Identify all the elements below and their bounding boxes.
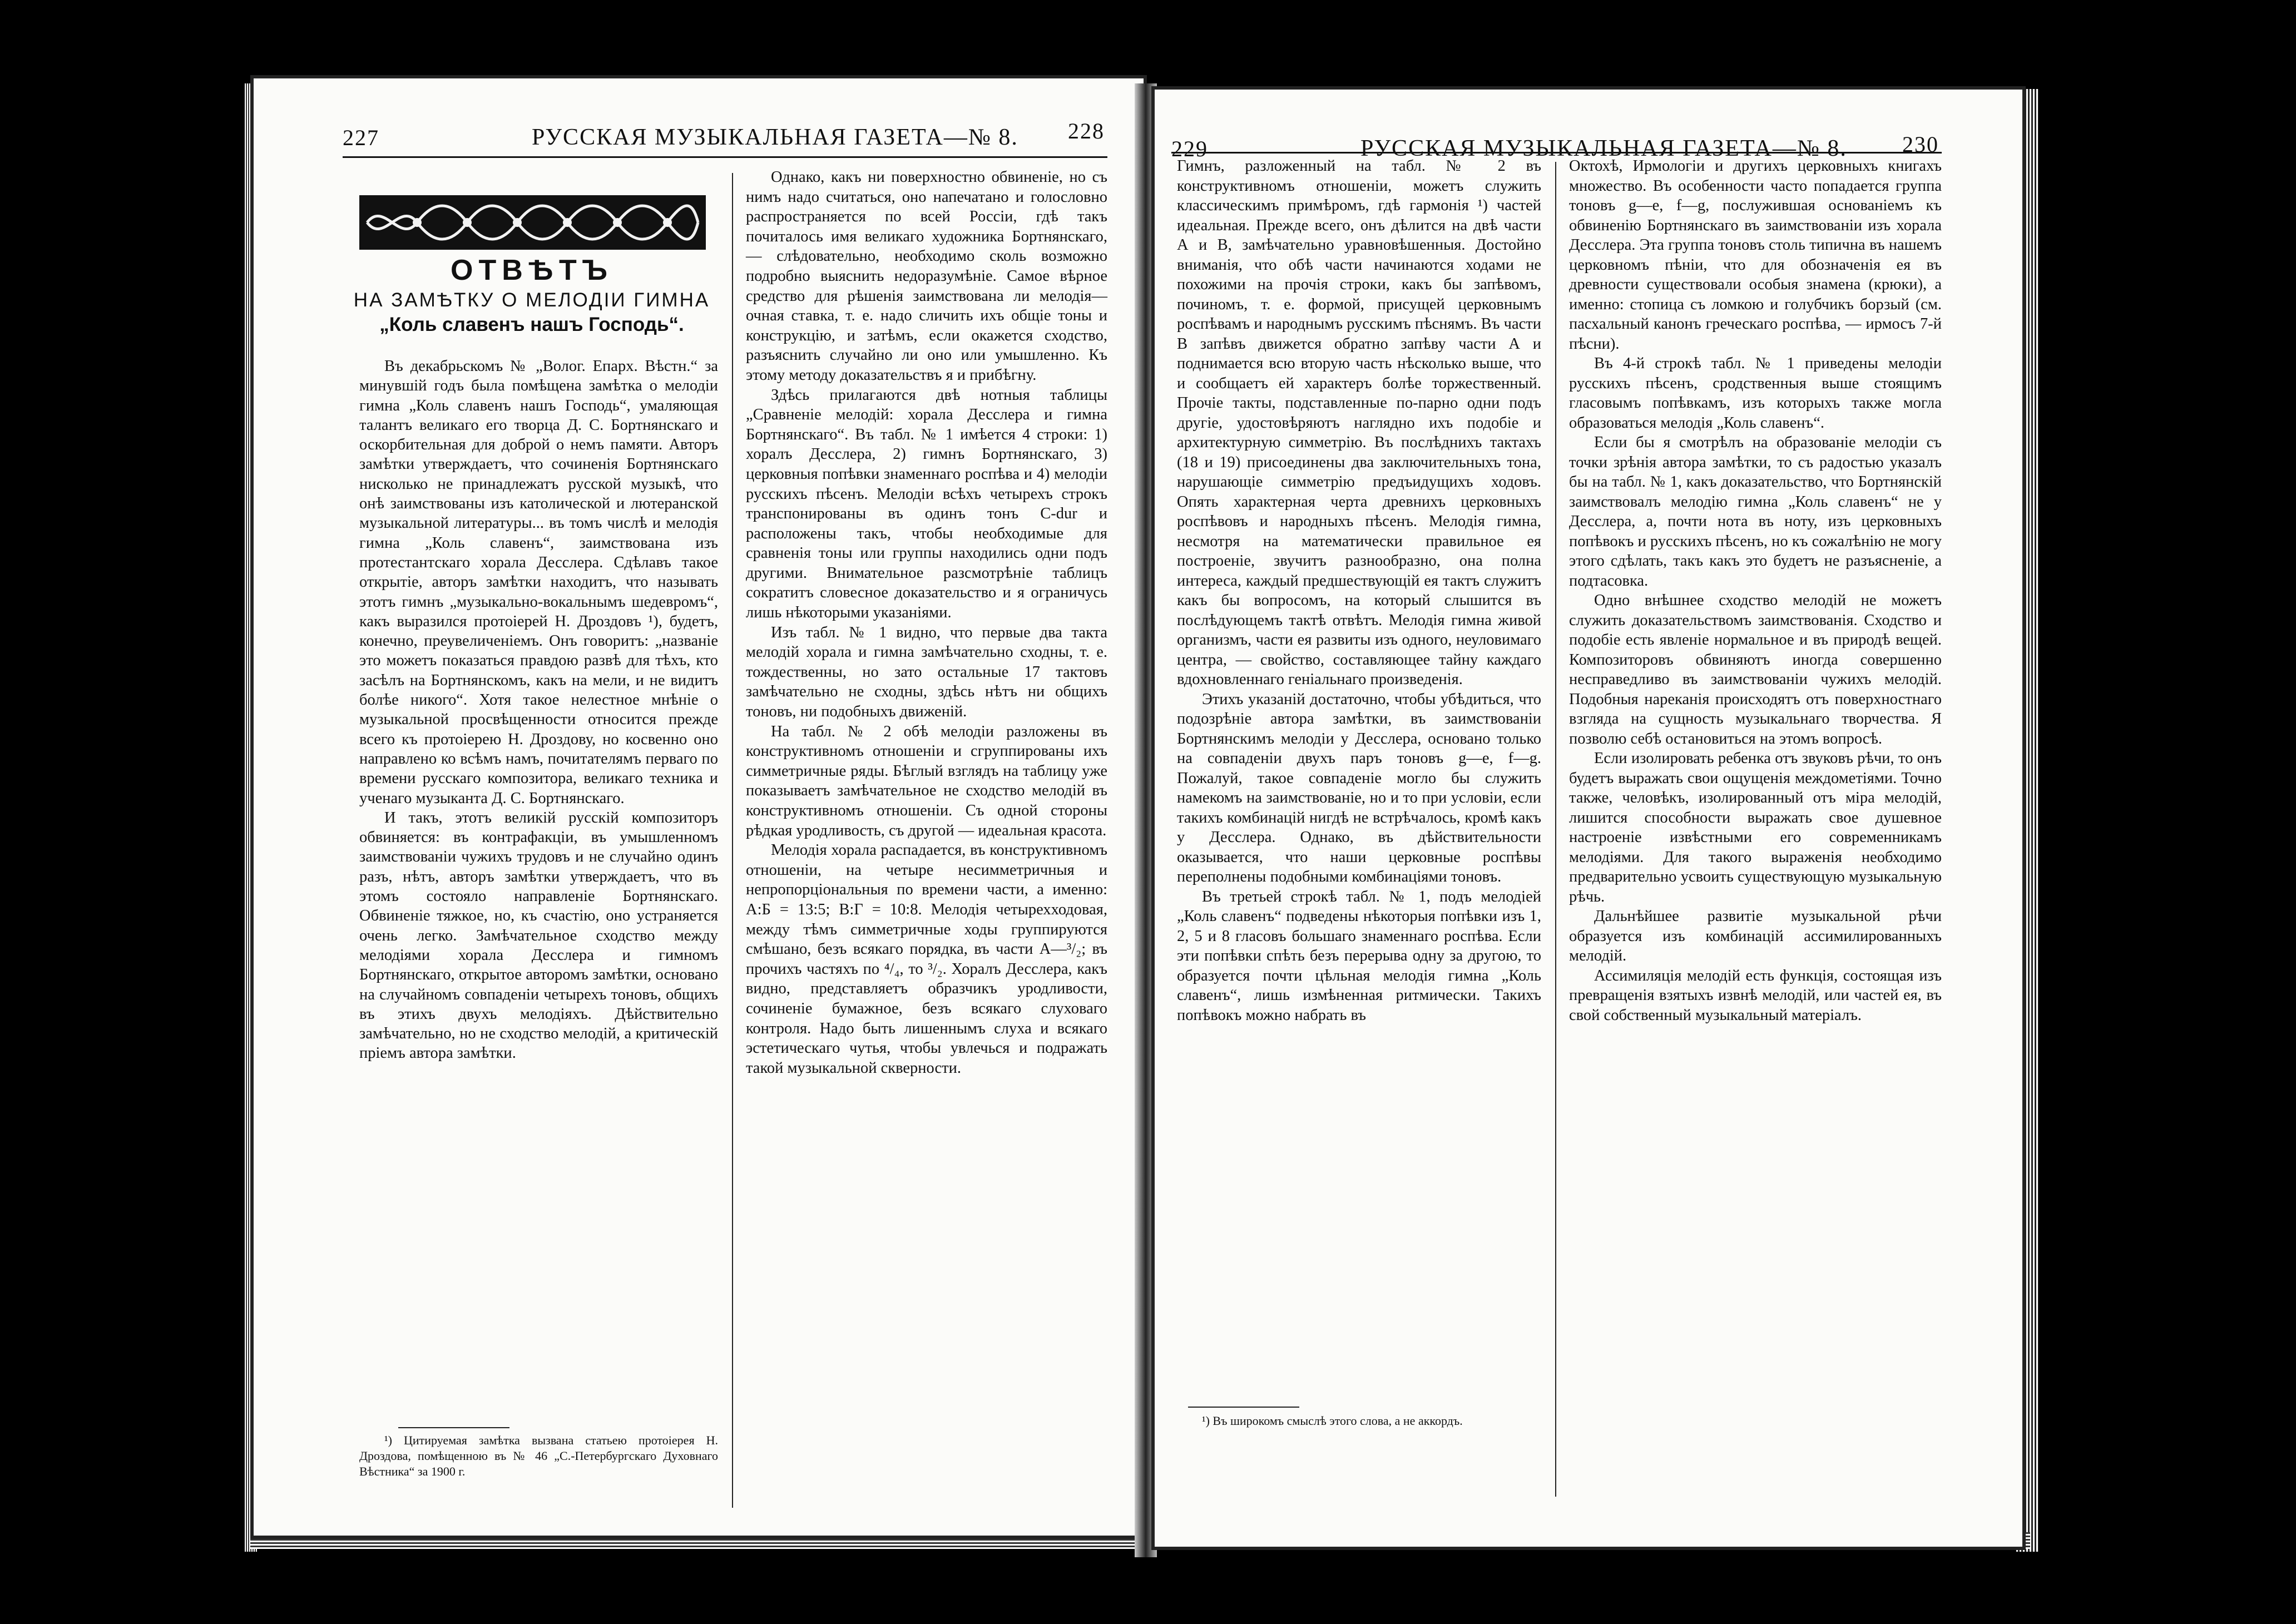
paragraph: И такъ, этотъ великій русскій композиторъ обвиняется: въ контрафакціи, въ умышленномъ заимствованіи чужихъ трудовъ и не случайно одинъ разъ, нѣтъ, авторъ замѣтки утверждаетъ, что въ этомъ состояло направленіе Бортнянскаго. Обвиненіе тяжкое, но, къ счастію, оно устраняется очень легко. Замѣчательное сходство между мелодіями хорала Десслера и гимномъ Бортнянскаго, открытое авторомъ замѣтки, основано на случайномъ совпаденіи четырехъ тоновъ, общихъ въ этихъ двухъ мелодіяхъ. Дѣйствительно замѣчательно, но не сходство мелодій, а критическій пріемъ автора замѣтки. <box>359 809 718 1062</box>
article-subtitle-hymn: „Коль славенъ нашъ Господь“. <box>379 314 684 335</box>
paragraph: Одно внѣшнее сходство мелодій не можетъ служить доказательствомъ заимствованія. Сходство и подобіе есть явленіе нормальное и въ природѣ вещей. Композиторовъ обвиняютъ иногда совершенно несправедливо въ заимствованіи чужихъ мелодій. Подобныя нареканія происходятъ отъ поверхностнаго взгляда на сущность музыкальнаго творчества. Я позволю себѣ остановиться на этомъ вопросѣ. <box>1569 592 1942 747</box>
right-page-column-1 <box>1177 156 1541 1025</box>
article-title-block <box>348 254 715 336</box>
page-number-227: 227 <box>343 125 379 150</box>
paragraph: На табл. № 2 обѣ мелодіи разложены въ конструктивномъ отношеніи и сгруппированы ихъ симметричные ряды. Бѣглый взглядъ на таблицу уже показываетъ замѣчательное не сходство мелодій въ конструктивномъ отношеніи. Съ одной стороны рѣдкая уродливость, съ другой — идеальная красота. <box>746 722 1107 839</box>
page-number-229: 229 <box>1171 136 1208 161</box>
paragraph: Однако, какъ ни поверхностно обвиненіе, но съ нимъ надо считаться, оно напечатано и голословно распространяется по всей Россіи, гдѣ такъ почиталось имя великаго художника Бортнянскаго, — слѣдовательно, необходимо сколь возможно подробно выяснить недоразумѣніе. Самое вѣрное средство для рѣшенія заимствована ли мелодія—очная ставка, т. е. надо сличить ихъ общіе тоны и конструкцію, и затѣмъ, если окажется сходство, разъяснить случайно ли оно или умышленно. Къ этому методу доказательствъ я и прибѣгну. <box>746 169 1107 384</box>
running-title: РУССКАЯ МУЗЫКАЛЬНАЯ ГАЗЕТА—№ 8. <box>1360 136 1847 161</box>
footnote-text: ¹) Цитируемая замѣтка вызвана статьею протоіерея Н. Дроздова, помѣщенною въ № 46 „С.-Петербургскаго Духовнаго Вѣстника“ за 1900 г. <box>359 1433 718 1478</box>
right-page <box>1151 86 2026 1550</box>
paragraph: Если изолировать ребенка отъ звуковъ рѣчи, то онъ будетъ выражать свои ощущенія междометіями. Точно также, человѣкъ, изолированный отъ міра мелодій, лишится способности выражать свое душевное настроеніе извѣстными его современникамъ мелодіями. Для такого выраженія необходимо предварительно усвоить существующую музыкальную рѣчь. <box>1569 750 1942 905</box>
paragraph: Этихъ указаній достаточно, чтобы убѣдиться, что подозрѣніе автора замѣтки, въ заимствованіи Бортнянскимъ мелодіи у Десслера, основано только на совпаденіи двухъ паръ тоновъ g—e, f—g. Пожалуй, такое совпаденіе могло бы служить намекомъ на заимствованіе, но и то при условіи, если такихъ комбинацій нигдѣ не встрѣчалось, кромѣ какъ у Десслера. Однако, въ дѣйствительности оказывается, что наши церковные роспѣвы переполнены подобными комбинаціями тоновъ. <box>1177 690 1541 885</box>
column-rule <box>1555 162 1556 1497</box>
paragraph: Если бы я смотрѣлъ на образованіе мелодіи съ точки зрѣнія автора замѣтки, то съ радостью указалъ бы на табл. № 1, какъ доказательство, что Бортнянскій заимствовалъ мелодію гимна „Коль славенъ“ не у Десслера, а, почти нота въ ноту, изъ церковныхъ попѣвокъ и русскихъ пѣсенъ, но къ сожалѣнію не могу этого сдѣлать, такъ какъ это будетъ не разъясненіе, а подтасовка. <box>1569 434 1942 590</box>
running-title: РУССКАЯ МУЗЫКАЛЬНАЯ ГАЗЕТА—№ 8. <box>532 125 1018 150</box>
left-page <box>250 75 1147 1539</box>
paragraph: Гимнъ, разложенный на табл. № 2 въ конструктивномъ отношеніи, можетъ служить классическимъ примѣромъ, гдѣ гармонія ¹) частей идеальная. Прежде всего, онъ дѣлится на двѣ части А и В, замѣчательно уравновѣшенныя. Достойно вниманія, что обѣ части начинаются ходами не похожими на прочія строки, какъ бы запѣвомъ, починомъ, т. е. формой, присущей церковнымъ роспѣвамъ и народнымъ русскимъ пѣснямъ. Въ части В запѣвъ движется обратно запѣву части А и поднимается всю вторую часть нѣсколько выше, что и сообщаетъ ей характеръ болѣе торжественный. Прочіе такты, подставленные по-парно одни подъ другіе, удостовѣряютъ наглядно ихъ подобіе и архитектурную симметрію. Въ послѣднихъ тактахъ (18 и 19) присоединены два заключительныхъ тона, нарушающіе симметрію предъидущихъ ходовъ. Опять характерная черта древнихъ церковныхъ роспѣвовъ и народныхъ пѣсенъ. Мелодія гимна, несмотря на математически правильное ея построеніе, звучитъ разнообразно, она полна интереса, каждый предшествующій ея тактъ служитъ какъ бы вопросомъ, на который слышится въ послѣдующемъ тактѣ отвѣтъ. Мелодія гимна живой организмъ, части ея развиты изъ одного, неуловимаго центра, — свойство, составляющее тайну каждаго вдохновленнаго геніальнаго произведенія. <box>1177 157 1541 688</box>
left-page-footnote <box>359 1433 718 1479</box>
right-page-column-2 <box>1569 156 1942 1025</box>
paragraph: Здѣсь прилагаются двѣ нотныя таблицы „Сравненіе мелодій: хорала Десслера и гимна Бортнянскаго“. Въ табл. № 1 имѣется 4 строки: 1) хоралъ Десслера, 2) гимнъ Бортнянскаго, 3) церковныя попѣвки знаменнаго роспѣва и 4) мелодіи русскихъ пѣсенъ. Мелодіи всѣхъ четырехъ строкъ транспонированы въ одинъ тонъ C-dur и расположены такъ, чтобы необходимые для сравненія тоны или группы находились одни подъ другими. Внимательное разсмотрѣніе таблицъ сократитъ словесное доказательство и я ограничусь лишь нѣкоторыми указаніями. <box>746 386 1107 622</box>
article-title: ОТВѢТЪ <box>451 254 613 286</box>
paragraph: Дальнѣйшее развитіе музыкальной рѣчи образуется изъ комбинацій ассимилированныхъ мелодій. <box>1569 908 1942 964</box>
left-page-column-1 <box>359 357 718 1063</box>
left-page-column-2 <box>746 167 1107 1078</box>
paragraph: Въ третьей строкѣ табл. № 1, подъ мелодіей „Коль славенъ“ подведены нѣкоторыя попѣвки изъ 1, 2, 5 и 8 гласовъ большаго знаменнаго роспѣва. Если эти попѣвки спѣть безъ перерыва одну за другою, то образуется почти цѣльная мелодія гимна „Коль славенъ“, лишь измѣненная ритмически. Такихъ попѣвокъ можно набрать въ <box>1177 888 1541 1024</box>
footnote-text: ¹) Въ широкомъ смыслѣ этого слова, а не аккордъ. <box>1202 1414 1463 1428</box>
right-page-footnote <box>1177 1413 1541 1429</box>
header-rule <box>1171 152 1942 154</box>
ornamental-header-band <box>359 195 706 250</box>
page-number-230: 230 <box>1902 132 1939 157</box>
footnote-rule <box>1188 1407 1299 1408</box>
paragraph: Ассимиляція мелодій есть функція, состоящая изъ превращенія взятыхъ извнѣ мелодій, или частей ея, въ свой собственный музыкальный матеріалъ. <box>1569 967 1942 1024</box>
column-rule <box>732 173 733 1508</box>
paragraph: Изъ табл. № 1 видно, что первые два такта мелодій хорала и гимна замѣчательно сходны, т. е. тождественны, но зато остальные 17 тактовъ замѣчательно не сходны, здѣсь нѣтъ ни общихъ тоновъ, ни подобныхъ движеній. <box>746 623 1107 721</box>
article-subtitle: НА ЗАМѢТКУ О МЕЛОДІИ ГИМНА <box>353 289 710 311</box>
footnote-rule <box>398 1427 509 1428</box>
paragraph: Въ декабрьскомъ № „Волог. Епарх. Вѣстн.“ за минувшій годъ была помѣщена замѣтка о мелодіи гимна „Коль славенъ нашъ Господь“, умаляющая талантъ великаго его творца Д. С. Бортнянскаго и оскорбительная для доброй о немъ памяти. Авторъ замѣтки утверждаетъ, что сочиненія Бортнянскаго нисколько не принадлежатъ русской музыкѣ, что онѣ заимствованы изъ католической и лютеранской музыкальной литературы... въ томъ числѣ и мелодія гимна „Коль славенъ“, заимствована изъ протестантскаго хорала Десслера. Сдѣлавъ такое открытіе, авторъ замѣтки находитъ, что называть этотъ гимнъ „музыкально-вокальнымъ шедевромъ“, какъ выразился протоіерей Н. Дроздовъ ¹), будетъ, конечно, преувеличеніемъ. Онъ говоритъ: „названіе это можетъ показаться правдою развѣ для тѣхъ, кто засѣлъ на Бортнянскомъ, какъ на мели, и не видитъ болѣе никого“. Хотя такое нелестное мнѣніе о музыкальной просвѣщенности относится прежде всего къ протоіерею Н. Дроздову, но косвенно оно направлено ко всѣмъ намъ, почитателямъ перваго по времени русскаго композитора, великаго техника и ученаго музыканта Д. С. Бортнянскаго. <box>359 358 718 807</box>
paragraph: Октохѣ, Ирмологіи и другихъ церковныхъ книгахъ множество. Въ особенности часто попадается группа тоновъ g—e, f—g, послужившая основаніемъ къ обвиненію Бортнянскаго въ заимствованіи изъ хорала Десслера. Эта группа тоновъ столь типична въ нашемъ церковномъ пѣніи, что для обозначенія ея въ древности существовали особыя знамена (крюки), а именно: стопица съ ломкою и голубчикъ борзый (см. пасхальный канонъ греческаго роспѣва, — ирмосъ 7-й пѣсни). <box>1569 157 1942 353</box>
header-rule <box>343 156 1107 158</box>
paragraph: Мелодія хорала распадается, въ конструктивномъ отношеніи, на четыре несимметричныя и непропорціональныя по времени части, а именно: А:Б = 13:5; В:Г = 10:8. Мелодія четырехходовая, между тѣмъ симметричные ходы группируются смѣшано, безъ всякаго порядка, въ части А—³/₂; въ прочихъ частяхъ по ⁴/₄, то ³/₂. Хоралъ Десслера, какъ видно, представляетъ образчикъ уродливости, сочиненіе бумажное, безъ всякаго слуховаго контроля. Надо быть лишеннымъ слуха и всякаго эстетическаго чутья, чтобы увлечься и подражать такой музыкальной скверности. <box>746 841 1107 1077</box>
page-number-228: 228 <box>1068 118 1105 143</box>
running-head-left <box>343 117 1105 151</box>
paragraph: Въ 4-й строкѣ табл. № 1 приведены мелодіи русскихъ пѣсенъ, сродственныя выше стоящимъ гласовымъ попѣвкамъ, изъ которыхъ также могла образоваться мелодія „Коль славенъ“. <box>1569 355 1942 432</box>
